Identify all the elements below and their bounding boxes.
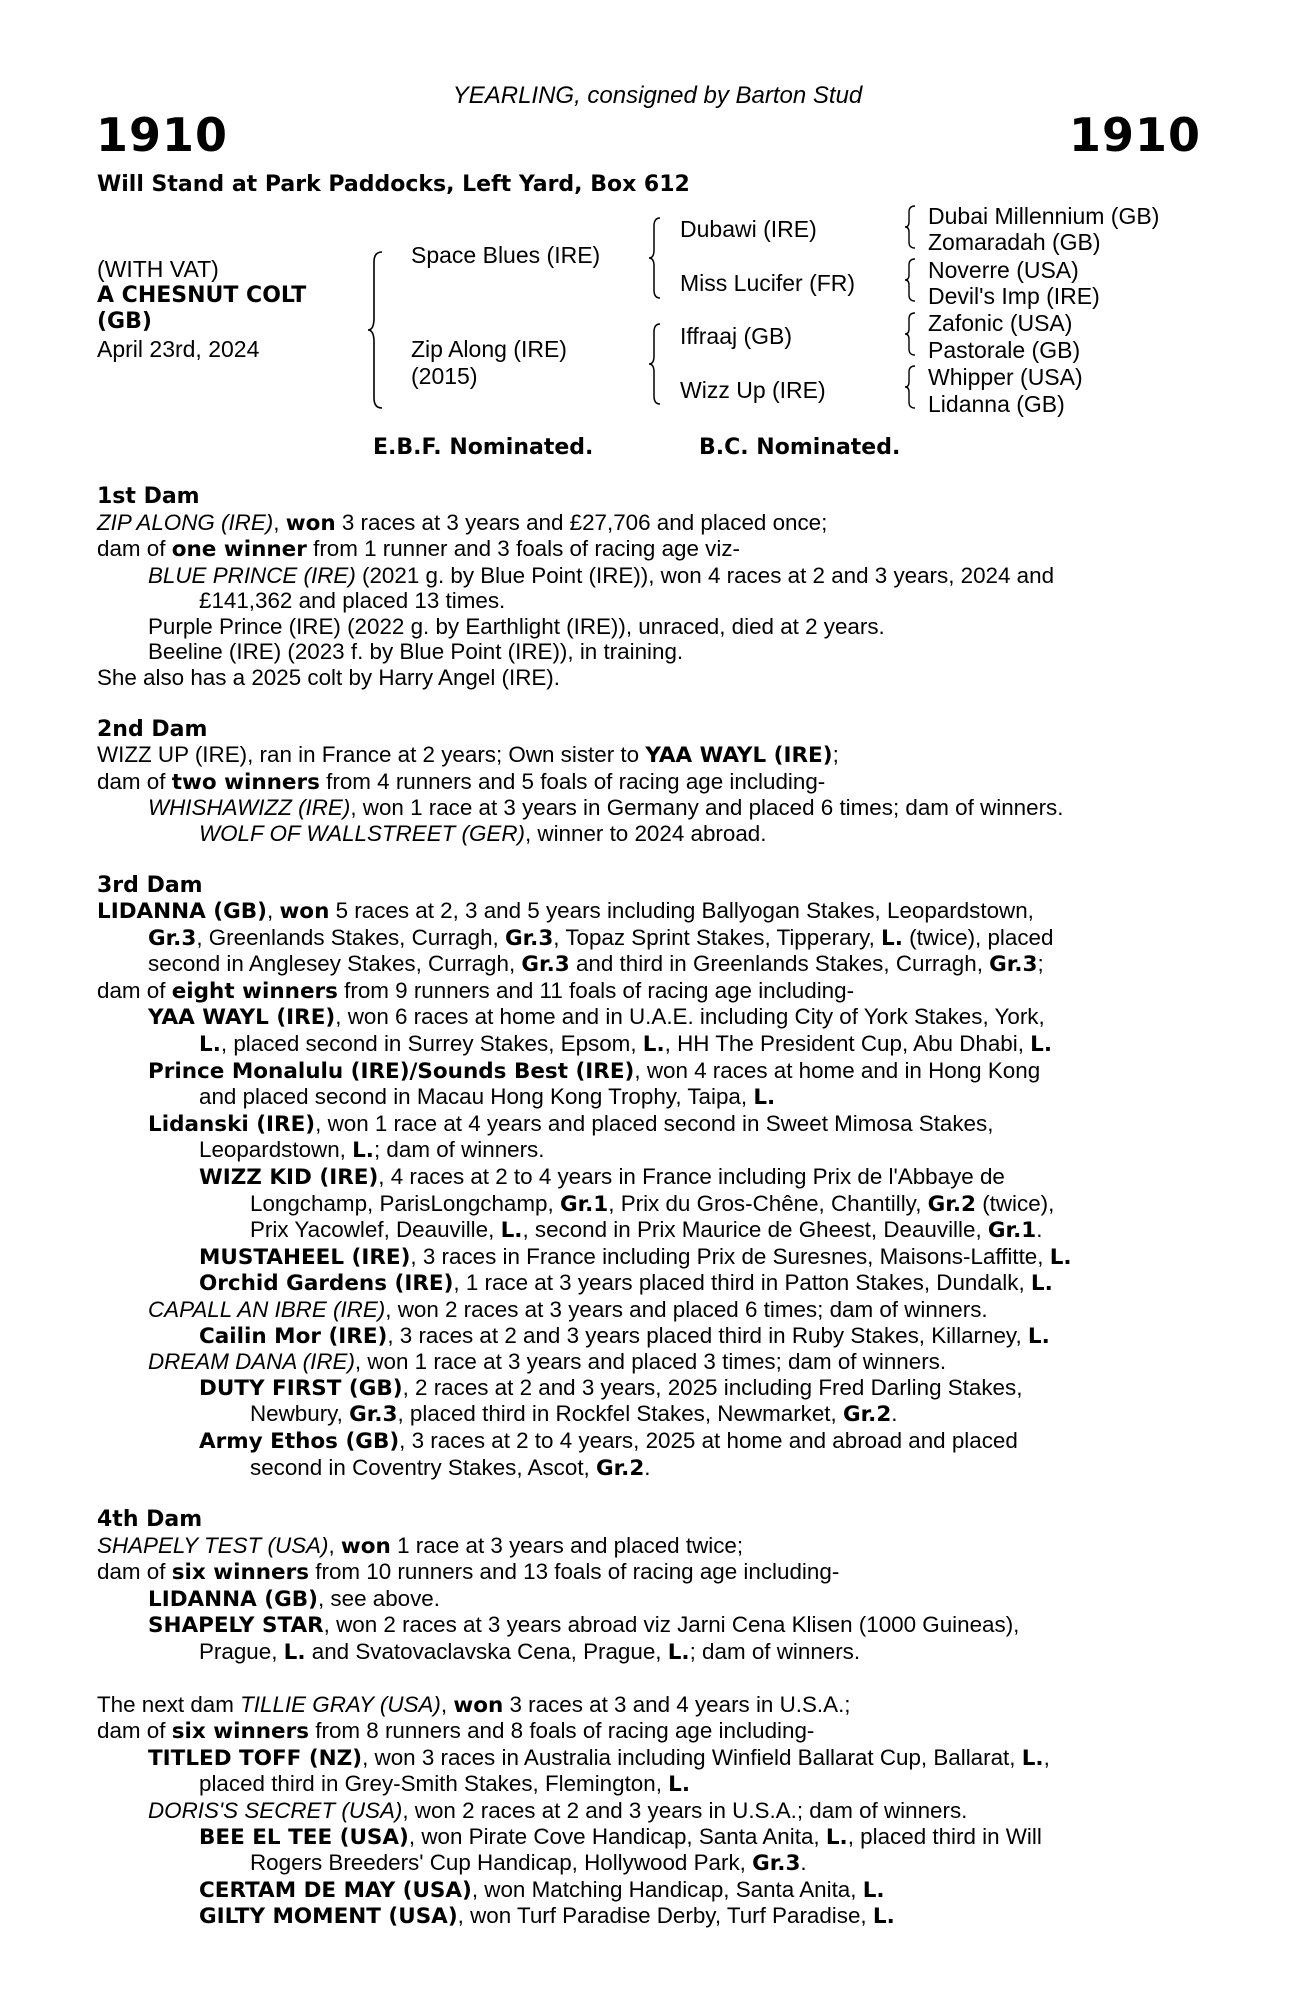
record-line [97,898,1204,925]
record-line [199,1824,1204,1851]
bold-text: L. [1021,1745,1044,1771]
text: Prague, [199,1638,284,1664]
text: second in Anglesey Stakes, Curragh, [148,951,522,977]
bold-text: L. [352,1138,374,1164]
bold-text: L. [500,1218,523,1244]
text: , [273,509,286,535]
record-line [199,1323,1204,1350]
text: , Greenlands Stakes, Curragh, [196,924,505,950]
text: , won 2 races at 2 and 3 years in U.S.A.; dam of winners. [402,1797,968,1823]
record-line [199,1031,1204,1058]
bold-text: Gr.1 [559,1191,609,1217]
ggp-3: Noverre (USA) [928,257,1079,283]
text: WIZZ UP (IRE), ran in France at 2 years; Own sister to [97,742,646,768]
bold-text: L. [668,1772,691,1798]
bold-text: Gr.1 [987,1218,1037,1244]
bold-text: L. [872,1904,895,1930]
section-gap [97,847,1204,873]
bold-text: six winners [171,1560,310,1586]
bold-text: L. [1030,1032,1053,1057]
text: . [891,1401,898,1427]
text: dam of [97,1559,172,1585]
bold-text: won [340,1533,391,1559]
brace-icon [903,364,917,410]
bold-text: L. [642,1032,665,1057]
bold-text: L. [283,1639,306,1665]
record-line [199,1375,1204,1402]
bold-text: Gr.3 [989,952,1038,978]
section-heading: 3rd Dam [97,872,203,898]
text: , [1043,1744,1050,1770]
italic-text: CAPALL AN IBRE (IRE) [148,1296,386,1322]
text: , winner to 2024 abroad. [524,820,767,846]
dam-section [97,691,1204,847]
bold-text: one winner [171,537,307,563]
bold-text: eight winners [171,978,338,1004]
record-line [148,925,1204,952]
text: and Svatovaclavska Cena, Prague, [305,1638,668,1664]
text: (2021 g. by Blue Point (IRE)), won 4 races at 2 and 3 years, 2024 and [355,562,1055,588]
bold-text: won [285,510,336,536]
ebf-nomination: E.B.F. Nominated. [373,435,594,460]
text: , second in Prix Maurice de Gheest, Deauville, [522,1217,988,1243]
bold-text: Gr.3 [148,925,197,951]
text: 3 races at 3 years and £27,706 and placed once; [335,509,828,535]
record-line [148,1798,1204,1824]
text: , won 6 races at home and in U.A.E. including City of York Stakes, York, [335,1004,1045,1030]
section-gap [97,1481,1204,1507]
brace-icon [903,204,917,250]
consignor-line: YEARLING, consigned by Barton Stud [452,82,863,109]
dam: Zip Along (IRE) [411,336,567,362]
bold-text: Gr.3 [504,925,554,951]
brace-icon [903,311,917,357]
text: ; [832,742,839,768]
dam-section [97,1481,1204,1665]
italic-text: SHAPELY TEST (USA) [97,1532,329,1558]
record-line [148,1058,1204,1085]
text: , won 3 races in Australia including Winfield Ballarat Cup, Ballarat, [362,1744,1022,1770]
record-line [97,665,1204,691]
text: , placed second in Surrey Stakes, Epsom, [220,1031,643,1056]
catalogue-page-body [97,484,1204,1930]
record-line [148,795,1204,821]
italic-text: DREAM DANA (IRE) [148,1349,355,1375]
text: Newbury, [250,1401,350,1427]
text: dam of [97,536,172,562]
record-line [97,1559,1204,1586]
section-gap [97,1666,1204,1692]
italic-text: DORIS'S SECRET (USA) [148,1797,403,1823]
bold-text: six winners [171,1719,310,1745]
text: 3 races at 3 and 4 years in U.S.A.; [503,1691,851,1717]
text: , won 2 races at 3 years abroad viz Jarni Cena Klisen (1000 Guineas), [323,1612,1020,1638]
section-heading: 4th Dam [97,1507,203,1533]
record-line [148,1612,1204,1639]
record-line [199,1164,1204,1191]
text: , 4 races at 2 to 4 years in France including Prix de l'Abbaye de [378,1163,1005,1189]
record-line [199,1771,1204,1798]
text: ; dam of winners. [373,1137,545,1163]
text: second in Coventry Stakes, Ascot, [250,1454,596,1480]
text: , 2 races at 2 and 3 years, 2025 including Fred Darling Stakes, [402,1374,1023,1400]
record-line [199,1877,1204,1904]
text: dam of [97,768,172,794]
italic-text: BLUE PRINCE (IRE) [148,562,356,588]
text: , won 1 race at 3 years in Germany and placed 6 times; dam of winners. [350,795,1064,821]
sire-sire: Dubawi (IRE) [680,216,817,242]
bold-text: L. [199,1032,221,1057]
text: Longchamp, ParisLongchamp, [250,1190,560,1216]
bold-text: Army Ethos (GB) [199,1428,400,1454]
stand-location: Will Stand at Park Paddocks, Left Yard, Box 612 [97,172,690,197]
record-line [199,1639,1204,1666]
text: dam of [97,1718,172,1744]
text: from 1 runner and 3 foals of racing age viz- [306,536,740,562]
subject-country: (GB) [97,309,152,334]
bold-text: L. [862,1877,885,1903]
text: ; [1037,951,1044,977]
record-line [199,1428,1204,1455]
dam-section [97,484,1204,691]
record-line [199,1244,1204,1271]
record-line [199,821,1204,847]
record-line [97,769,1204,796]
record-line [199,1270,1204,1297]
record-line [148,614,1204,640]
text: , Prix du Gros-Chêne, Chantilly, [608,1190,928,1216]
dam-dam: Wizz Up (IRE) [680,377,826,403]
bold-text: Prince Monalulu (IRE)/Sounds Best (IRE) [148,1058,635,1084]
text: and placed second in Macau Hong Kong Trophy, Taipa, [199,1084,754,1110]
text: , see above. [317,1585,440,1611]
text: , [266,898,280,924]
bc-nomination: B.C. Nominated. [699,435,901,460]
text: , won 2 races at 3 years and placed 6 times; dam of winners. [385,1296,988,1322]
bold-text: Gr.3 [349,1402,398,1428]
section-gap [97,691,1204,717]
bold-text: DUTY FIRST (GB) [199,1375,403,1401]
text: , Topaz Sprint Stakes, Tipperary, [553,924,882,950]
lot-number-right: 1910 [1068,108,1201,162]
bold-text: two winners [171,769,320,795]
text: , won Matching Handicap, Santa Anita, [471,1876,863,1902]
record-line [97,1692,1204,1719]
bold-text: Gr.3 [752,1851,801,1877]
record-line [97,1533,1204,1560]
text: She also has a 2025 colt by Harry Angel (IRE). [97,665,560,691]
subject-name: A CHESNUT COLT [97,283,307,308]
record-line [250,1191,1204,1218]
bold-text: Orchid Gardens (IRE) [199,1271,454,1297]
text: 1 race at 3 years and placed twice; [390,1532,744,1558]
sire: Space Blues (IRE) [411,242,601,268]
record-line [199,1137,1204,1164]
bold-text: TITLED TOFF (NZ) [148,1745,363,1771]
record-line [97,742,1204,769]
bold-text: BEE EL TEE (USA) [199,1824,409,1850]
dam-section [97,847,1204,1482]
bold-text: L. [1049,1244,1072,1270]
sire-dam: Miss Lucifer (FR) [680,270,856,296]
brace-icon [366,250,386,410]
text: Leopardstown, [199,1137,353,1163]
text: , won 4 races at home and in Hong Kong [634,1057,1041,1083]
text: from 9 runners and 11 foals of racing age including- [337,977,855,1003]
text: £141,362 and placed 13 times. [199,588,506,614]
ggp-6: Pastorale (GB) [928,337,1081,363]
bold-text: CERTAM DE MAY (USA) [199,1877,472,1903]
text: ; dam of winners. [689,1638,861,1664]
bold-text: Gr.2 [842,1402,892,1428]
brace-icon [647,322,663,406]
text: dam of [97,977,172,1003]
bold-text: L. [825,1824,848,1850]
record-line [148,1004,1204,1031]
text: , 3 races in France including Prix de Suresnes, Maisons-Laffitte, [410,1243,1050,1269]
text: Prix Yacowlef, Deauville, [250,1217,501,1243]
bold-text: won [453,1692,504,1718]
record-line [97,1718,1204,1745]
ggp-2: Zomaradah (GB) [928,229,1101,255]
foaling-date: April 23rd, 2024 [97,336,260,362]
record-line [199,1084,1204,1111]
bold-text: WIZZ KID (IRE) [199,1164,379,1190]
bold-text: Lidanski (IRE) [148,1111,316,1137]
text: , won Turf Paradise Derby, Turf Paradise, [457,1903,873,1929]
bold-text: YAA WAYL (IRE) [645,743,833,769]
text: from 4 runners and 5 foals of racing age including- [319,768,826,794]
ggp-8: Lidanna (GB) [928,391,1065,417]
dam-sire: Iffraaj (GB) [680,323,793,349]
bold-text: L. [667,1639,690,1665]
dam-year: (2015) [411,363,478,389]
text: (twice), [975,1190,1055,1216]
vat-note: (WITH VAT) [97,256,219,282]
text: Rogers Breeders' Cup Handicap, Hollywood Park, [250,1850,753,1876]
text: . [800,1850,807,1876]
record-line [148,951,1204,978]
lot-number-left: 1910 [96,108,229,162]
text: and third in Greenlands Stakes, Curragh, [569,951,990,977]
text: , 3 races at 2 and 3 years placed third in Ruby Stakes, Killarney, [387,1322,1028,1348]
italic-text: ZIP ALONG (IRE) [97,509,274,535]
text: (twice), placed [902,924,1054,950]
text: , [440,1691,454,1717]
record-line [148,1297,1204,1323]
bold-text: SHAPELY STAR [148,1613,324,1639]
section-heading: 2nd Dam [97,716,208,742]
record-line [250,1217,1204,1244]
text: from 10 runners and 13 foals of racing age including- [309,1559,840,1585]
text: , 1 race at 3 years placed third in Patton Stakes, Dundalk, [453,1270,1031,1296]
bold-text: MUSTAHEEL (IRE) [199,1244,411,1270]
italic-text: TILLIE GRAY (USA) [240,1691,441,1717]
ggp-1: Dubai Millennium (GB) [928,203,1160,229]
text: , 3 races at 2 to 4 years, 2025 at home and abroad and placed [399,1427,1018,1453]
record-line [97,510,1204,537]
bold-text: Gr.2 [927,1191,976,1217]
text: . [1036,1217,1043,1243]
text: , won Pirate Cove Handicap, Santa Anita, [408,1823,826,1849]
text: , HH The President Cup, Abu Dhabi, [664,1031,1031,1056]
bold-text: Cailin Mor (IRE) [199,1323,388,1349]
bold-text: GILTY MOMENT (USA) [199,1904,458,1930]
bold-text: L. [1027,1323,1050,1349]
ggp-7: Whipper (USA) [928,364,1083,390]
text: . [644,1454,651,1480]
text: placed third in Grey-Smith Stakes, Flemington, [199,1771,669,1797]
bold-text: YAA WAYL (IRE) [148,1005,336,1031]
text: , placed third in Rockfel Stakes, Newmarket, [397,1401,843,1427]
text: , placed third in Will [847,1823,1042,1849]
italic-text: WHISHAWIZZ (IRE) [148,795,351,821]
bold-text: L. [753,1085,776,1111]
record-line [97,536,1204,563]
italic-text: WOLF OF WALLSTREET (GER) [199,820,525,846]
record-line [97,978,1204,1005]
record-line [148,1586,1204,1613]
ggp-4: Devil's Imp (IRE) [928,283,1100,309]
bold-text: LIDANNA (GB) [97,899,267,925]
section-heading: 1st Dam [97,484,200,509]
record-line [148,1111,1204,1138]
record-line [199,1903,1204,1930]
ggp-5: Zafonic (USA) [928,310,1073,336]
brace-icon [903,257,917,303]
text: , [328,1532,341,1558]
record-line [148,1349,1204,1375]
record-line [199,588,1204,614]
record-line [148,639,1204,665]
bold-text: L. [881,925,903,951]
record-line [148,1745,1204,1772]
text: from 8 runners and 8 foals of racing age including- [309,1718,815,1744]
text: Purple Prince (IRE) (2022 g. by Earthlight (IRE)), unraced, died at 2 years. [148,613,885,639]
record-line [250,1401,1204,1428]
bold-text: Gr.3 [521,952,570,978]
brace-icon [647,216,663,300]
record-line [250,1455,1204,1482]
text: 5 races at 2, 3 and 5 years including Ballyogan Stakes, Leopardstown, [329,898,1034,924]
text: The next dam [97,1691,241,1717]
text: , won 1 race at 3 years and placed 3 times; dam of winners. [354,1349,947,1375]
dam-section [97,1666,1204,1930]
bold-text: L. [1030,1271,1053,1297]
bold-text: Gr.2 [595,1455,645,1481]
record-line [148,563,1204,589]
record-line [250,1850,1204,1877]
text: , won 1 race at 4 years and placed second in Sweet Mimosa Stakes, [315,1110,994,1136]
bold-text: LIDANNA (GB) [148,1586,318,1612]
bold-text: won [279,899,330,925]
text: Beeline (IRE) (2023 f. by Blue Point (IRE)), in training. [148,639,684,665]
